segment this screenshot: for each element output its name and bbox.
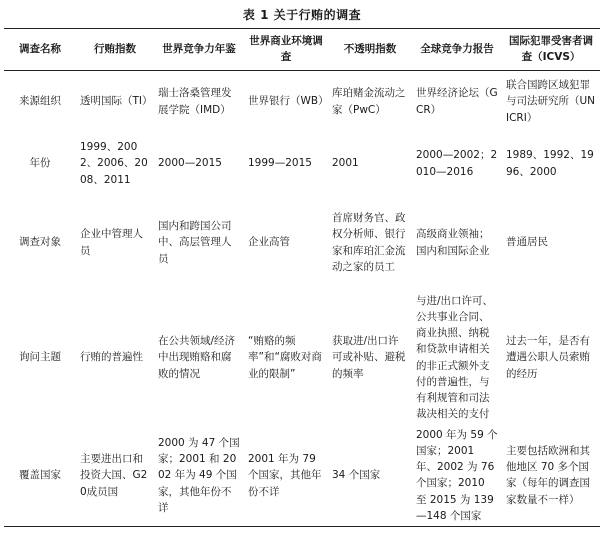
table-caption: 表 1 关于行贿的调查 — [242, 8, 362, 22]
table-cell: 1989、1992、1996、2000 — [506, 149, 594, 178]
table-cell: 2001 年为 79 个国家，其他年份不详 — [248, 453, 322, 498]
table-cell: 2001 — [332, 157, 359, 170]
table-cell: 获取进/出口许可或补贴、避税的频率 — [332, 335, 406, 380]
table-cell: 瑞士洛桑管理发展学院（IMD） — [158, 87, 232, 116]
table-cell: 企业高管 — [248, 236, 290, 249]
table-cell: 世界银行（WB） — [248, 95, 329, 108]
table-cell: 联合国跨区域犯罪与司法研究所（UNICRI） — [506, 79, 596, 124]
table-row — [4, 133, 600, 195]
table-cell: “贿赂的频率”和“腐败对商业的限制” — [248, 335, 322, 380]
table-cell: 2000 年为 59 个国家；2001 年、2002 为 76 个国家；2010 至 2015 为 139—148 个国家 — [416, 428, 498, 522]
table-cell: 行贿的普遍性 — [80, 351, 143, 364]
row-label: 询问主题 — [19, 351, 61, 364]
table-cell: 主要包括欧洲和其他地区 70 多个国家（每年的调查国家数量不一样） — [506, 444, 590, 506]
column-header: 不透明指数 — [343, 43, 397, 56]
table-cell: 1999—2015 — [248, 157, 312, 170]
column-header: 国际犯罪受害者调查（ICVS） — [509, 35, 593, 64]
row-label: 调查对象 — [19, 236, 61, 249]
survey-table — [4, 28, 600, 527]
table-cell: 在公共领域/经济中出现贿赂和腐败的情况 — [158, 335, 236, 380]
table-cell: 2000—2002；2010—2016 — [416, 149, 498, 178]
column-header: 世界竞争力年鉴 — [162, 43, 236, 56]
table-cell: 首席财务官、政权分析师、银行家和库珀汇金流动之家的员工 — [332, 212, 406, 273]
table-row — [4, 195, 600, 291]
column-header: 行贿指数 — [94, 43, 136, 56]
table-cell: 国内和跨国公司中、高层管理人员 — [158, 220, 232, 265]
table-cell: 透明国际（TI） — [80, 95, 153, 108]
table-cell: 34 个国家 — [332, 469, 381, 482]
table-cell: 高级商业领袖；国内和国际企业 — [416, 228, 490, 257]
row-label: 来源组织 — [19, 95, 61, 108]
table-cell: 2000 为 47 个国家；2001 和 2002 年为 49 个国家，其他年份不详 — [158, 436, 240, 514]
table-row — [4, 425, 600, 527]
table-cell: 1999、2002、2006、2008、2011 — [80, 141, 148, 186]
table-cell: 主要进出口和投资大国、G20成员国 — [80, 453, 148, 498]
table-row — [4, 291, 600, 425]
column-header: 调查名称 — [19, 43, 61, 56]
table-header-row — [4, 29, 600, 71]
table-cell: 企业中管理人员 — [80, 228, 143, 257]
table-cell: 普通居民 — [506, 236, 548, 249]
table-cell: 世界经济论坛（GCR） — [416, 87, 498, 116]
column-header: 世界商业环境调查 — [249, 35, 323, 64]
table-cell: 2000—2015 — [158, 157, 222, 170]
row-label: 覆盖国家 — [19, 469, 61, 482]
table-cell: 库珀赌金流动之家（PwC） — [332, 87, 406, 116]
table-cell: 过去一年，是否有遭遇公职人员索贿的经历 — [506, 335, 590, 380]
table-row — [4, 70, 600, 133]
row-label: 年份 — [29, 157, 51, 170]
table-cell: 与进/出口许可、公共事业合同、商业执照、纳税和贷款申请相关的非正式额外支付的普遍性，与有利规管和司法裁决相关的支付 — [416, 294, 494, 421]
column-header: 全球竞争力报告 — [420, 43, 494, 56]
